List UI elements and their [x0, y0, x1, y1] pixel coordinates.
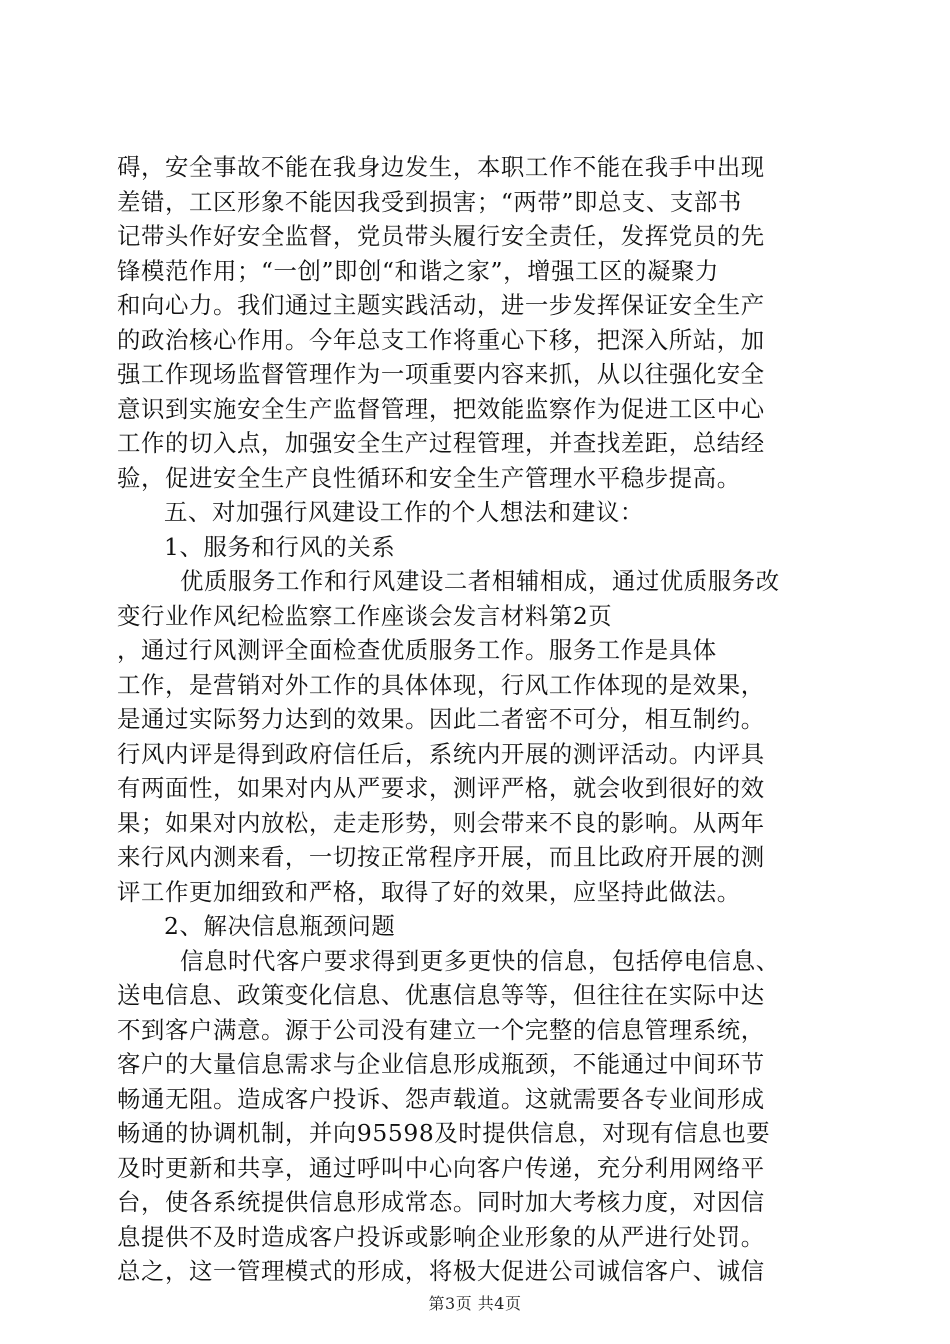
text-line: 畅通无阻。造成客户投诉、怨声载道。这就需要各专业间形成: [117, 1084, 765, 1113]
text-line: 工作的切入点，加强安全生产过程管理，并查找差距，总结经: [117, 429, 765, 457]
text-line: 变行业作风纪检监察工作座谈会发言材料第2页: [117, 601, 613, 630]
document-body: [117, 150, 837, 1289]
text-line: 送电信息、政策变化信息、优惠信息等等，但往往在实际中达: [117, 981, 765, 1009]
text-line: 验，促进安全生产良性循环和安全生产管理水平稳步提高。: [117, 463, 741, 492]
text-line: 评工作更加细致和严格，取得了好的效果，应坚持此做法。: [117, 877, 741, 906]
text-line: ，通过行风测评全面检查优质服务工作。服务工作是具体: [117, 636, 717, 664]
subsection-heading: 2、解决信息瓶颈问题: [164, 912, 396, 940]
text-line: 强工作现场监督管理作为一项重要内容来抓，从以往强化安全: [117, 360, 765, 388]
text-line: 客户的大量信息需求与企业信息形成瓶颈，不能通过中间环节: [117, 1050, 765, 1078]
text-line: 息提供不及时造成客户投诉或影响企业形象的从严进行处罚。: [117, 1222, 765, 1251]
text-line: 优质服务工作和行风建设二者相辅相成，通过优质服务改: [180, 567, 780, 595]
text-line: 及时更新和共享，通过呼叫中心向客户传递，充分利用网络平: [117, 1153, 765, 1182]
text-line: 的政治核心作用。今年总支工作将重心下移，把深入所站，加: [117, 325, 765, 354]
text-line: 碍，安全事故不能在我身边发生，本职工作不能在我手中出现: [117, 153, 765, 181]
text-line: 不到客户满意。源于公司没有建立一个完整的信息管理系统，: [117, 1015, 765, 1044]
text-line: 信息时代客户要求得到更多更快的信息，包括停电信息、: [180, 946, 780, 975]
text-line: 畅通的协调机制，并向95598及时提供信息，对现有信息也要: [117, 1119, 771, 1147]
text-line: 台，使各系统提供信息形成常态。同时加大考核力度，对因信: [117, 1188, 765, 1216]
text-line: 总之，这一管理模式的形成，将极大促进公司诚信客户、诚信: [117, 1257, 765, 1285]
page-number-footer: 第3页 共4页: [428, 1294, 522, 1313]
text-line: 来行风内测来看，一切按正常程序开展，而且比政府开展的测: [117, 843, 765, 871]
text-line: 记带头作好安全监督，党员带头履行安全责任，发挥党员的先: [117, 222, 765, 250]
text-line: 行风内评是得到政府信任后，系统内开展的测评活动。内评具: [117, 739, 765, 768]
text-line: 果；如果对内放松，走走形势，则会带来不良的影响。从两年: [117, 808, 765, 837]
subsection-heading: 1、服务和行风的关系: [164, 532, 396, 561]
text-line: 差错，工区形象不能因我受到损害；“两带”即总支、支部书: [117, 187, 742, 216]
text-line: 工作，是营销对外工作的具体体现，行风工作体现的是效果，: [117, 670, 765, 699]
text-line: 意识到实施安全生产监督管理，把效能监察作为促进工区中心: [117, 394, 765, 423]
section-heading: 五、对加强行风建设工作的个人想法和建议：: [164, 498, 644, 526]
text-line: 和向心力。我们通过主题实践活动，进一步发挥保证安全生产: [117, 291, 765, 319]
text-line: 有两面性，如果对内从严要求，测评严格，就会收到很好的效: [117, 774, 765, 802]
text-line: 是通过实际努力达到的效果。因此二者密不可分，相互制约。: [117, 705, 765, 733]
text-line: 锋模范作用；“一创”即创“和谐之家”，增强工区的凝聚力: [117, 256, 720, 285]
